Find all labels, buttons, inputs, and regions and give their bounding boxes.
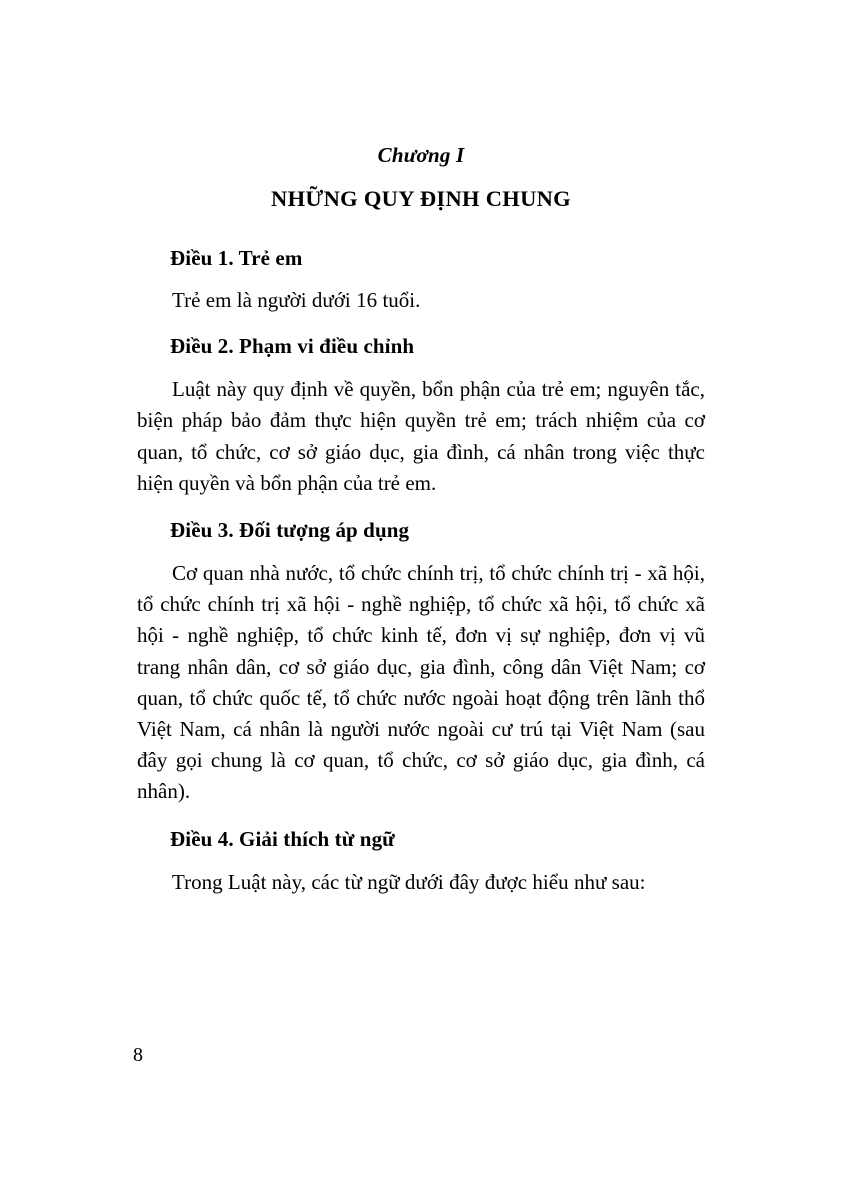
- article-body-2: Luật này quy định về quyền, bổn phận của trẻ em; nguyên tắc, biện pháp bảo đảm thực hiện quyền trẻ em; trách nhiệm của cơ quan, tổ chức, cơ sở giáo dục, gia đình, cá nhân trong việc thực hiện quyền và bổn phận của trẻ em.: [137, 377, 705, 495]
- page-number: 8: [133, 1044, 143, 1066]
- spacer-article-4-body: [137, 853, 705, 867]
- spacer-article-3-body: [137, 544, 705, 558]
- article-body-1: Trẻ em là người dưới 16 tuổi.: [172, 288, 421, 312]
- spacer-article-2-body: [137, 360, 705, 374]
- article-heading-3: Điều 3. Đối tượng áp dụng: [170, 518, 410, 543]
- article-heading-2: Điều 2. Phạm vi điều chỉnh: [170, 334, 415, 359]
- article-heading-1: Điều 1. Trẻ em: [170, 246, 303, 270]
- spacer-article-1-body: [137, 272, 705, 285]
- spacer-before-article-2: [137, 316, 705, 332]
- article-body-4: Trong Luật này, các từ ngữ dưới đây được hiểu như sau:: [172, 869, 646, 894]
- chapter-title: NHỮNG QUY ĐỊNH CHUNG: [271, 186, 571, 211]
- chapter-label: Chương I: [377, 143, 465, 167]
- spacer-before-article-3: [137, 499, 705, 516]
- spacer-before-article-4: [137, 808, 705, 825]
- article-body-3: Cơ quan nhà nước, tổ chức chính trị, tổ chức chính trị - xã hội, tổ chức chính trị xã hội - nghề nghiệp, tổ chức xã hội, tổ chức xã hội - nghề nghiệp, tổ chức kinh tế, đơn vị sự nghiệp, đơn vị vũ trang nhân dân, cơ sở giáo dục, gia đình, công dân Việt Nam; cơ quan, tổ chức quốc tế, tổ chức nước ngoài hoạt động trên lãnh thổ Việt Nam, cá nhân là người nước ngoài cư trú tại Việt Nam (sau đây gọi chung là cơ quan, tổ chức, cơ sở giáo dục, gia đình, cá nhân).: [137, 561, 705, 804]
- page-content-column: [137, 0, 705, 898]
- spacer-before-article-1: [137, 213, 705, 244]
- article-heading-4: Điều 4. Giải thích từ ngữ: [170, 826, 395, 851]
